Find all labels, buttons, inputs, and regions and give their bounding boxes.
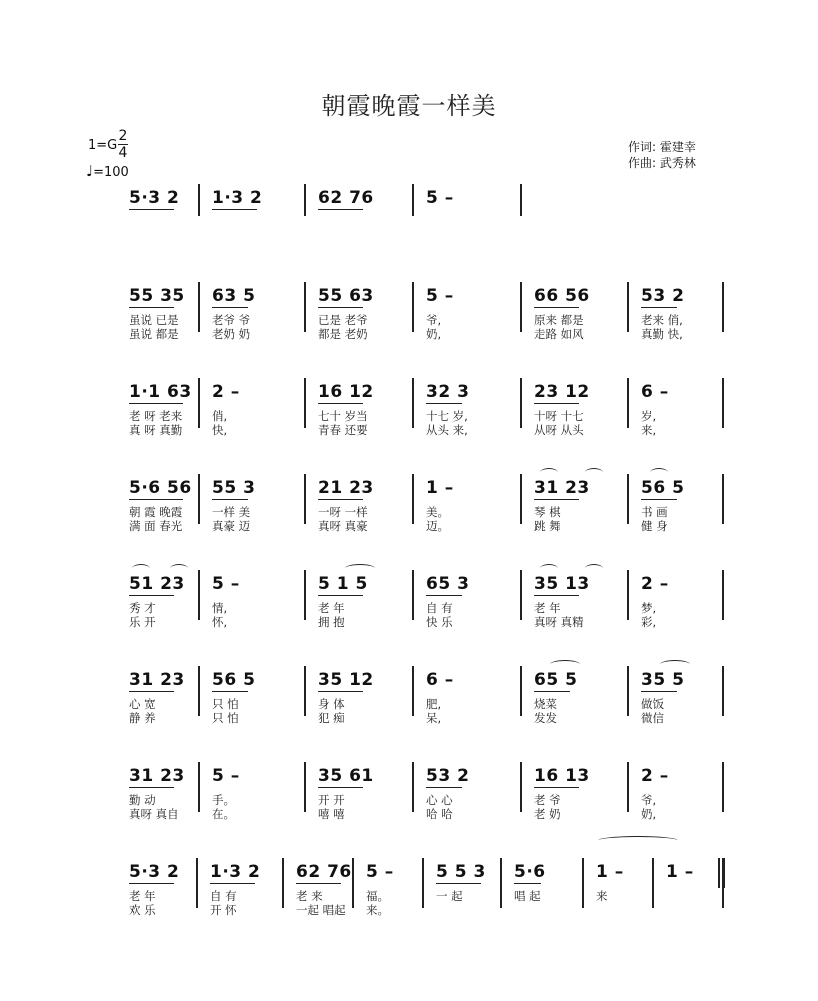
barline [412, 378, 414, 428]
beam-line [129, 403, 183, 404]
lyric-verse-2: 真豪 迈 [212, 519, 251, 533]
measure-notes: 32 3 [426, 382, 470, 402]
slur-arc [345, 564, 375, 573]
beam-line [641, 691, 677, 692]
lyric-verse-1: 十呀 十七 [534, 409, 584, 423]
beam-line [212, 307, 248, 308]
lyric-verse-1: 开 开 [318, 793, 345, 807]
beam-line [318, 691, 363, 692]
beam-line [534, 499, 579, 500]
lyric-verse-1: 一 起 [436, 889, 463, 903]
measure-notes: 16 12 [318, 382, 374, 402]
barline [198, 184, 200, 216]
lyric-verse-2: 真呀 真豪 [318, 519, 368, 533]
measure-notes: 62 76 [318, 188, 374, 208]
barline [304, 666, 306, 716]
lyric-verse-1: 手。 [212, 793, 235, 807]
measure-notes: 5 1 5 [318, 574, 368, 594]
measure-notes: 1·3 2 [212, 188, 263, 208]
final-barline-thin [718, 858, 720, 888]
measure-notes: 6 – [426, 670, 454, 690]
beam-line [534, 595, 579, 596]
lyric-verse-1: 爷, [426, 313, 442, 327]
beam-line [212, 209, 257, 210]
measure-notes: 65 5 [534, 670, 578, 690]
barline [198, 378, 200, 428]
beam-line [534, 787, 579, 788]
measure-notes: 2 – [212, 382, 240, 402]
barline [196, 858, 198, 908]
measure-notes: 35 12 [318, 670, 374, 690]
tempo-marking [86, 162, 129, 180]
barline [412, 184, 414, 216]
measure-notes: 5 – [426, 286, 454, 306]
lyric-verse-2: 嘻 嘻 [318, 807, 345, 821]
lyric-verse-1: 做饭 [641, 697, 664, 711]
measure-notes: 5 – [212, 574, 240, 594]
measure-notes: 5 – [366, 862, 394, 882]
beam-line [514, 883, 541, 884]
measure-notes: 2 – [641, 574, 669, 594]
barline [412, 474, 414, 524]
lyric-verse-1: 福。 [366, 889, 389, 903]
beam-line [641, 499, 677, 500]
barline [520, 762, 522, 812]
barline [582, 858, 584, 908]
lyric-verse-1: 一呀 一样 [318, 505, 368, 519]
barline [198, 474, 200, 524]
lyric-verse-1: 勤 动 [129, 793, 156, 807]
measure-notes: 31 23 [129, 670, 185, 690]
lyric-verse-1: 肥, [426, 697, 442, 711]
quarter-note-icon: ♩ [86, 162, 94, 180]
barline [627, 378, 629, 428]
barline [520, 570, 522, 620]
beam-line [641, 307, 677, 308]
lyric-verse-1: 老 来 [296, 889, 323, 903]
beam-line [129, 787, 174, 788]
lyric-verse-1: 美。 [426, 505, 449, 519]
measure-notes: 23 12 [534, 382, 590, 402]
lyric-verse-1: 梦, [641, 601, 657, 615]
barline [722, 378, 724, 428]
barline [722, 570, 724, 620]
barline [722, 282, 724, 332]
barline [304, 282, 306, 332]
lyric-verse-1: 身 体 [318, 697, 345, 711]
beam-line [426, 403, 462, 404]
measure-notes: 56 5 [212, 670, 256, 690]
measure-notes: 16 13 [534, 766, 590, 786]
measure-notes: 2 – [641, 766, 669, 786]
lyric-verse-2: 从呀 从头 [534, 423, 584, 437]
lyric-verse-2: 怀, [212, 615, 228, 629]
beam-line [212, 691, 248, 692]
lyric-verse-2: 来, [641, 423, 657, 437]
measure-notes: 1·3 2 [210, 862, 261, 882]
barline [412, 762, 414, 812]
lyric-verse-1: 书 画 [641, 505, 668, 519]
lyric-verse-2: 真 呀 真勤 [129, 423, 183, 437]
lyric-verse-2: 真呀 真精 [534, 615, 584, 629]
barline [304, 474, 306, 524]
beam-line [318, 403, 363, 404]
measure-notes: 56 5 [641, 478, 685, 498]
measure-notes: 62 76 [296, 862, 352, 882]
lyric-verse-1: 十七 岁, [426, 409, 468, 423]
measure-notes: 5 – [212, 766, 240, 786]
lyric-verse-1: 自 有 [210, 889, 237, 903]
barline [304, 378, 306, 428]
lyric-verse-2: 奶, [426, 327, 442, 341]
lyric-verse-2: 都是 老奶 [318, 327, 368, 341]
slur-arc [585, 564, 603, 573]
lyric-verse-2: 青春 还要 [318, 423, 368, 437]
lyric-verse-2: 只 怕 [212, 711, 239, 725]
lyric-verse-2: 微信 [641, 711, 664, 725]
barline [627, 474, 629, 524]
beam-line [129, 595, 174, 596]
measure-notes: 65 3 [426, 574, 470, 594]
beam-line [210, 883, 255, 884]
barline [198, 570, 200, 620]
barline [520, 666, 522, 716]
lyric-verse-2: 老 奶 [534, 807, 561, 821]
time-signature-top: 2 [118, 128, 128, 144]
lyric-verse-1: 秀 才 [129, 601, 156, 615]
beam-line [318, 307, 363, 308]
lyric-verse-2: 犯 痴 [318, 711, 345, 725]
barline [627, 570, 629, 620]
lyric-verse-1: 老 年 [129, 889, 156, 903]
slur-arc [650, 468, 668, 477]
measure-notes: 55 35 [129, 286, 185, 306]
measure-notes: 35 5 [641, 670, 685, 690]
lyric-verse-2: 迈。 [426, 519, 449, 533]
measure-notes: 21 23 [318, 478, 374, 498]
lyric-verse-1: 只 怕 [212, 697, 239, 711]
lyric-verse-2: 一起 唱起 [296, 903, 346, 917]
measure-notes: 6 – [641, 382, 669, 402]
lyric-verse-2: 哈 哈 [426, 807, 453, 821]
lyric-verse-1: 老爷 爷 [212, 313, 251, 327]
beam-line [318, 499, 363, 500]
beam-line [318, 787, 363, 788]
beam-line [296, 883, 341, 884]
barline [722, 762, 724, 812]
lyric-verse-1: 虽说 已是 [129, 313, 179, 327]
slur-arc [540, 468, 558, 477]
lyric-verse-2: 跳 舞 [534, 519, 561, 533]
beam-line [129, 883, 174, 884]
barline [500, 858, 502, 908]
lyric-verse-2: 彩, [641, 615, 657, 629]
measure-notes: 1 – [426, 478, 454, 498]
barline [412, 570, 414, 620]
beam-line [129, 499, 183, 500]
lyric-verse-1: 琴 棋 [534, 505, 561, 519]
lyric-verse-2: 乐 开 [129, 615, 156, 629]
slur-arc [170, 564, 188, 573]
measure-notes: 31 23 [534, 478, 590, 498]
measure-notes: 5·3 2 [129, 188, 180, 208]
lyric-verse-2: 在。 [212, 807, 235, 821]
barline [304, 762, 306, 812]
lyric-verse-1: 一样 美 [212, 505, 251, 519]
tempo-value: =100 [93, 165, 129, 180]
measure-notes: 5 – [426, 188, 454, 208]
barline [198, 282, 200, 332]
slur-arc [132, 564, 150, 573]
lyric-verse-1: 朝 霞 晚霞 [129, 505, 183, 519]
slur-arc [540, 564, 558, 573]
beam-line [318, 595, 363, 596]
beam-line [129, 307, 174, 308]
lyric-verse-1: 老来 俏, [641, 313, 683, 327]
measure-notes: 1 – [666, 862, 694, 882]
lyric-verse-2: 虽说 都是 [129, 327, 179, 341]
barline [520, 282, 522, 332]
lyric-verse-2: 从头 来, [426, 423, 468, 437]
beam-line [129, 691, 174, 692]
song-title: 朝霞晚霞一样美 [321, 92, 497, 120]
lyric-verse-2: 真呀 真自 [129, 807, 179, 821]
barline [520, 184, 522, 216]
lyric-verse-2: 满 面 春光 [129, 519, 183, 533]
lyric-verse-2: 呆, [426, 711, 442, 725]
lyric-verse-1: 岁, [641, 409, 657, 423]
lyric-verse-2: 真勤 快, [641, 327, 683, 341]
measure-notes: 35 13 [534, 574, 590, 594]
barline [627, 666, 629, 716]
lyric-verse-1: 俏, [212, 409, 228, 423]
barline [412, 282, 414, 332]
measure-notes: 63 5 [212, 286, 256, 306]
beam-line [212, 499, 248, 500]
lyric-verse-1: 烧菜 [534, 697, 557, 711]
barline [198, 666, 200, 716]
barline [352, 858, 354, 908]
barline [304, 570, 306, 620]
barline [652, 858, 654, 908]
lyric-verse-1: 老 爷 [534, 793, 561, 807]
lyric-verse-1: 爷, [641, 793, 657, 807]
lyric-verse-1: 老 年 [318, 601, 345, 615]
barline [520, 378, 522, 428]
lyric-verse-1: 已是 老爷 [318, 313, 368, 327]
beam-line [534, 691, 570, 692]
lyric-verse-1: 来 [596, 889, 608, 903]
barline [627, 282, 629, 332]
barline [627, 762, 629, 812]
beam-line [318, 209, 363, 210]
barline [304, 184, 306, 216]
lyric-verse-2: 走路 如风 [534, 327, 584, 341]
lyric-verse-2: 奶, [641, 807, 657, 821]
beam-line [436, 883, 481, 884]
key-signature: 1=G [88, 138, 118, 153]
measure-notes: 51 23 [129, 574, 185, 594]
lyric-verse-2: 发发 [534, 711, 557, 725]
lyric-verse-1: 原来 都是 [534, 313, 584, 327]
lyric-verse-1: 自 有 [426, 601, 453, 615]
slur-arc [550, 660, 580, 669]
time-signature [118, 128, 128, 161]
lyric-verse-2: 拥 抱 [318, 615, 345, 629]
lyric-verse-1: 心 心 [426, 793, 453, 807]
slur-arc [598, 836, 678, 845]
slur-arc [660, 660, 690, 669]
lyric-verse-2: 欢 乐 [129, 903, 156, 917]
measure-notes: 1·1 63 [129, 382, 192, 402]
lyric-verse-1: 情, [212, 601, 228, 615]
lyric-verse-1: 七十 岁当 [318, 409, 368, 423]
barline [412, 666, 414, 716]
measure-notes: 5 5 3 [436, 862, 486, 882]
measure-notes: 55 3 [212, 478, 256, 498]
measure-notes: 5·6 [514, 862, 546, 882]
measure-notes: 1 – [596, 862, 624, 882]
barline [198, 762, 200, 812]
measure-notes: 66 56 [534, 286, 590, 306]
measure-notes: 53 2 [426, 766, 470, 786]
beam-line [534, 403, 579, 404]
lyric-verse-2: 开 怀 [210, 903, 237, 917]
lyric-verse-1: 老 年 [534, 601, 561, 615]
composer-credit: 作曲: 武秀林 [628, 156, 696, 170]
measure-notes: 53 2 [641, 286, 685, 306]
final-barline-thick [722, 858, 725, 888]
lyric-verse-1: 唱 起 [514, 889, 541, 903]
barline [520, 474, 522, 524]
barline [722, 474, 724, 524]
lyric-verse-2: 快, [212, 423, 228, 437]
beam-line [129, 209, 174, 210]
lyric-verse-2: 静 养 [129, 711, 156, 725]
barline [282, 858, 284, 908]
measure-notes: 35 61 [318, 766, 374, 786]
lyric-verse-2: 来。 [366, 903, 389, 917]
lyric-verse-2: 健 身 [641, 519, 668, 533]
lyricist-credit: 作词: 霍建幸 [628, 140, 696, 154]
beam-line [534, 307, 579, 308]
measure-notes: 31 23 [129, 766, 185, 786]
barline [722, 666, 724, 716]
measure-notes: 5·6 56 [129, 478, 192, 498]
lyric-verse-2: 快 乐 [426, 615, 453, 629]
time-signature-bottom: 4 [118, 145, 128, 161]
lyric-verse-2: 老奶 奶 [212, 327, 251, 341]
measure-notes: 5·3 2 [129, 862, 180, 882]
beam-line [426, 787, 462, 788]
lyric-verse-1: 老 呀 老来 [129, 409, 183, 423]
lyric-verse-1: 心 宽 [129, 697, 156, 711]
measure-notes: 55 63 [318, 286, 374, 306]
barline [422, 858, 424, 908]
beam-line [426, 595, 462, 596]
slur-arc [585, 468, 603, 477]
